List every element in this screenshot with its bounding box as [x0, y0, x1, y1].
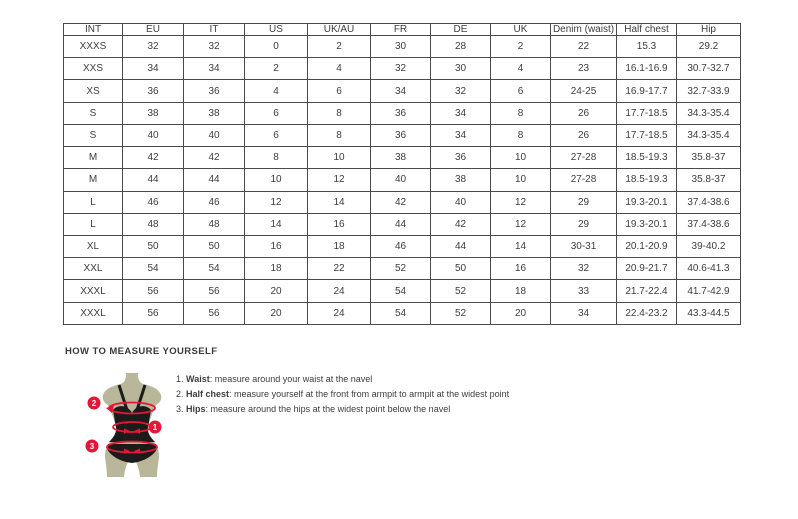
- size-cell: 4: [491, 58, 551, 80]
- size-cell: 44: [123, 169, 184, 191]
- size-cell: 27-28: [551, 169, 617, 191]
- size-cell: 54: [371, 302, 431, 324]
- size-cell: 18.5-19.3: [617, 169, 677, 191]
- size-cell: 17.7-18.5: [617, 102, 677, 124]
- size-cell: 24: [308, 280, 371, 302]
- size-cell: 26: [551, 124, 617, 146]
- size-cell: 38: [184, 102, 245, 124]
- size-cell: 54: [371, 280, 431, 302]
- size-row: [64, 258, 741, 280]
- size-cell: 14: [308, 191, 371, 213]
- column-header: FR: [371, 24, 431, 36]
- size-cell: 0: [245, 36, 308, 58]
- size-cell: 34.3-35.4: [677, 124, 741, 146]
- size-cell: 20: [245, 280, 308, 302]
- size-cell: 20: [491, 302, 551, 324]
- size-cell: 41.7-42.9: [677, 280, 741, 302]
- size-cell: 30: [371, 36, 431, 58]
- size-chart-table: [63, 23, 741, 325]
- size-cell: 37.4-38.6: [677, 213, 741, 235]
- size-cell: 20.9-21.7: [617, 258, 677, 280]
- size-cell: 10: [491, 169, 551, 191]
- size-cell: 6: [308, 80, 371, 102]
- size-cell: 19.3-20.1: [617, 191, 677, 213]
- how-to-measure-heading: HOW TO MEASURE YOURSELF: [65, 346, 218, 357]
- instruction-number: 3.: [176, 404, 184, 414]
- size-cell: 34: [431, 102, 491, 124]
- size-cell: L: [64, 191, 123, 213]
- size-cell: 40: [184, 124, 245, 146]
- size-cell: 10: [491, 147, 551, 169]
- size-cell: 42: [184, 147, 245, 169]
- size-cell: S: [64, 102, 123, 124]
- size-cell: 48: [184, 213, 245, 235]
- instruction-term: Hips: [186, 404, 206, 414]
- size-cell: 16: [491, 258, 551, 280]
- instruction-number: 2.: [176, 389, 184, 399]
- size-row: [64, 124, 741, 146]
- size-cell: 42: [371, 191, 431, 213]
- size-cell: M: [64, 169, 123, 191]
- size-cell: 44: [184, 169, 245, 191]
- size-cell: 56: [184, 280, 245, 302]
- size-cell: 16: [308, 213, 371, 235]
- size-row: [64, 80, 741, 102]
- size-cell: 42: [123, 147, 184, 169]
- size-cell: 44: [371, 213, 431, 235]
- size-cell: 34: [184, 58, 245, 80]
- column-header: Hip: [677, 24, 741, 36]
- size-cell: 17.7-18.5: [617, 124, 677, 146]
- size-cell: 44: [431, 235, 491, 257]
- size-cell: 36: [371, 124, 431, 146]
- size-cell: XL: [64, 235, 123, 257]
- size-cell: 8: [308, 124, 371, 146]
- size-cell: 22: [551, 36, 617, 58]
- size-cell: 29: [551, 191, 617, 213]
- size-cell: 12: [491, 191, 551, 213]
- size-cell: 32.7-33.9: [677, 80, 741, 102]
- badge-waist: [149, 421, 162, 434]
- size-cell: 39-40.2: [677, 235, 741, 257]
- measure-instruction-waist: [176, 372, 509, 387]
- size-cell: 34: [551, 302, 617, 324]
- size-row: [64, 102, 741, 124]
- size-row: [64, 302, 741, 324]
- instruction-text: : measure around the hips at the widest point below the navel: [205, 404, 451, 414]
- size-cell: 6: [245, 124, 308, 146]
- size-cell: 30: [431, 58, 491, 80]
- size-cell: 35.8-37: [677, 169, 741, 191]
- size-cell: 8: [491, 102, 551, 124]
- size-cell: 4: [308, 58, 371, 80]
- size-cell: 2: [245, 58, 308, 80]
- size-cell: 46: [371, 235, 431, 257]
- size-cell: 14: [245, 213, 308, 235]
- size-cell: 21.7-22.4: [617, 280, 677, 302]
- size-chart-header-row: [64, 24, 741, 36]
- size-cell: 19.3-20.1: [617, 213, 677, 235]
- size-cell: 46: [123, 191, 184, 213]
- size-cell: 29.2: [677, 36, 741, 58]
- size-cell: 36: [431, 147, 491, 169]
- instruction-term: Half chest: [186, 389, 230, 399]
- size-cell: 30-31: [551, 235, 617, 257]
- size-cell: 36: [371, 102, 431, 124]
- size-cell: 32: [184, 36, 245, 58]
- column-header: UK: [491, 24, 551, 36]
- size-cell: 12: [308, 169, 371, 191]
- size-cell: XXS: [64, 58, 123, 80]
- instruction-text: : measure around your waist at the navel: [209, 374, 373, 384]
- size-row: [64, 191, 741, 213]
- size-cell: 2: [491, 36, 551, 58]
- column-header: US: [245, 24, 308, 36]
- size-cell: 34: [371, 80, 431, 102]
- size-cell: 18: [308, 235, 371, 257]
- measure-instruction-half-chest: [176, 387, 509, 402]
- size-row: [64, 213, 741, 235]
- size-cell: 32: [431, 80, 491, 102]
- measure-instruction-hips: [176, 402, 509, 417]
- size-cell: 32: [551, 258, 617, 280]
- size-cell: 30.7-32.7: [677, 58, 741, 80]
- instruction-term: Waist: [186, 374, 210, 384]
- size-cell: 18: [491, 280, 551, 302]
- size-cell: 52: [431, 302, 491, 324]
- size-cell: 22: [308, 258, 371, 280]
- svg-text:2: 2: [91, 399, 97, 408]
- size-cell: 24: [308, 302, 371, 324]
- size-row: [64, 169, 741, 191]
- mannequin-figure: [82, 370, 190, 492]
- size-cell: 54: [123, 258, 184, 280]
- size-cell: 16: [245, 235, 308, 257]
- size-cell: 34: [123, 58, 184, 80]
- size-cell: 27-28: [551, 147, 617, 169]
- size-cell: 4: [245, 80, 308, 102]
- column-header: EU: [123, 24, 184, 36]
- size-cell: 36: [123, 80, 184, 102]
- size-cell: 52: [431, 280, 491, 302]
- size-cell: 40.6-41.3: [677, 258, 741, 280]
- size-cell: 23: [551, 58, 617, 80]
- size-cell: 18: [245, 258, 308, 280]
- size-cell: 34.3-35.4: [677, 102, 741, 124]
- size-cell: 8: [491, 124, 551, 146]
- size-cell: XS: [64, 80, 123, 102]
- svg-text:1: 1: [152, 423, 158, 432]
- size-row: [64, 280, 741, 302]
- badge-chest: [88, 397, 101, 410]
- size-cell: 33: [551, 280, 617, 302]
- size-cell: 14: [491, 235, 551, 257]
- size-cell: 29: [551, 213, 617, 235]
- size-cell: 26: [551, 102, 617, 124]
- size-cell: 18.5-19.3: [617, 147, 677, 169]
- size-cell: 56: [184, 302, 245, 324]
- instruction-number: 1.: [176, 374, 184, 384]
- size-cell: 28: [431, 36, 491, 58]
- size-cell: 40: [371, 169, 431, 191]
- size-cell: 8: [308, 102, 371, 124]
- size-cell: 34: [431, 124, 491, 146]
- size-cell: 15.3: [617, 36, 677, 58]
- size-cell: 32: [123, 36, 184, 58]
- column-header: Half chest: [617, 24, 677, 36]
- size-row: [64, 36, 741, 58]
- size-cell: 35.8-37: [677, 147, 741, 169]
- size-cell: 46: [184, 191, 245, 213]
- size-cell: 24-25: [551, 80, 617, 102]
- size-cell: XXL: [64, 258, 123, 280]
- size-cell: 12: [491, 213, 551, 235]
- size-cell: 56: [123, 302, 184, 324]
- size-row: [64, 147, 741, 169]
- size-cell: XXXL: [64, 302, 123, 324]
- size-cell: 38: [371, 147, 431, 169]
- size-cell: XXXL: [64, 280, 123, 302]
- size-cell: 42: [431, 213, 491, 235]
- size-cell: 10: [308, 147, 371, 169]
- size-cell: 20.1-20.9: [617, 235, 677, 257]
- size-cell: 8: [245, 147, 308, 169]
- size-cell: 52: [371, 258, 431, 280]
- size-cell: 38: [431, 169, 491, 191]
- column-header: DE: [431, 24, 491, 36]
- size-cell: M: [64, 147, 123, 169]
- size-cell: 40: [123, 124, 184, 146]
- size-cell: 16.1-16.9: [617, 58, 677, 80]
- size-cell: 50: [184, 235, 245, 257]
- badge-hips: [86, 440, 99, 453]
- size-cell: 36: [184, 80, 245, 102]
- size-cell: 6: [245, 102, 308, 124]
- size-cell: 50: [431, 258, 491, 280]
- size-cell: 38: [123, 102, 184, 124]
- size-cell: 50: [123, 235, 184, 257]
- size-cell: S: [64, 124, 123, 146]
- column-header: UK/AU: [308, 24, 371, 36]
- size-cell: 16.9-17.7: [617, 80, 677, 102]
- size-cell: 40: [431, 191, 491, 213]
- size-cell: 2: [308, 36, 371, 58]
- size-row: [64, 58, 741, 80]
- size-cell: L: [64, 213, 123, 235]
- column-header: INT: [64, 24, 123, 36]
- column-header: IT: [184, 24, 245, 36]
- size-row: [64, 235, 741, 257]
- measure-instructions: [176, 372, 509, 417]
- size-cell: 10: [245, 169, 308, 191]
- size-cell: XXXS: [64, 36, 123, 58]
- instruction-text: : measure yourself at the front from armpit to armpit at the widest point: [229, 389, 510, 399]
- svg-text:3: 3: [89, 442, 95, 451]
- size-cell: 54: [184, 258, 245, 280]
- size-cell: 32: [371, 58, 431, 80]
- size-cell: 12: [245, 191, 308, 213]
- size-cell: 6: [491, 80, 551, 102]
- size-cell: 48: [123, 213, 184, 235]
- size-cell: 20: [245, 302, 308, 324]
- size-cell: 43.3-44.5: [677, 302, 741, 324]
- column-header: Denim (waist): [551, 24, 617, 36]
- size-cell: 56: [123, 280, 184, 302]
- size-cell: 37.4-38.6: [677, 191, 741, 213]
- size-cell: 22.4-23.2: [617, 302, 677, 324]
